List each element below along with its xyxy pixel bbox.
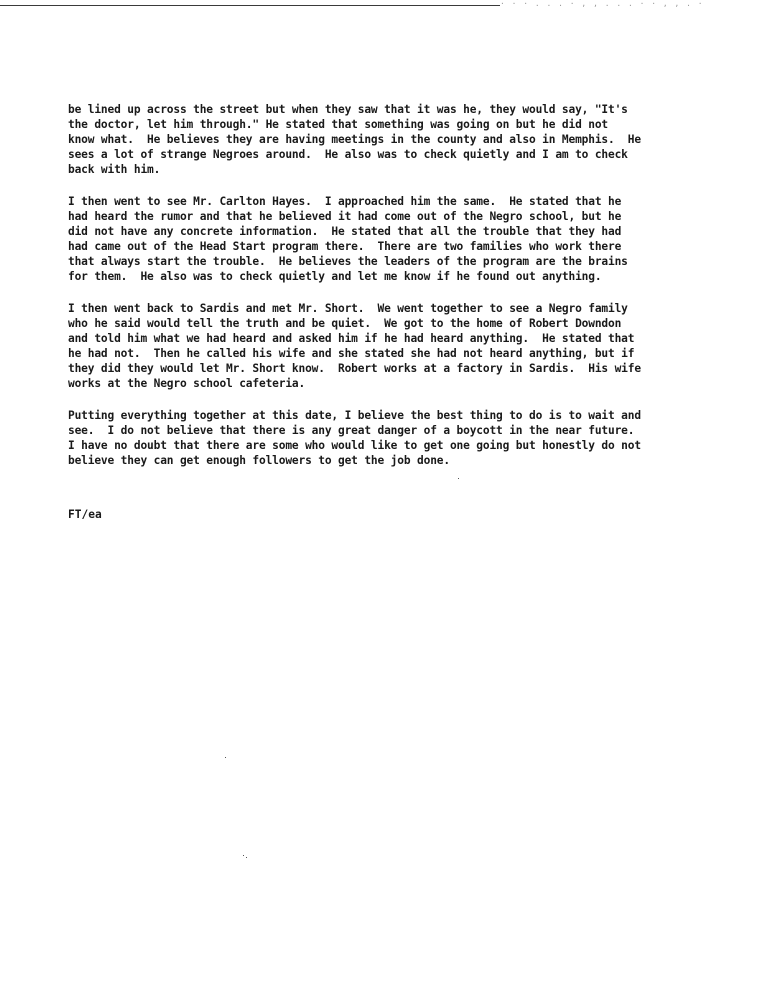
text-line: did not have any concrete information. He stated that all the trouble that they had — [68, 225, 622, 238]
scan-speck — [243, 855, 244, 856]
text-line: that always start the trouble. He believes the leaders of the program are the brains — [68, 255, 628, 268]
scan-speck — [458, 478, 459, 479]
top-rule — [0, 5, 500, 6]
text-line: I have no doubt that there are some who would like to get one going but honestly do not — [68, 439, 641, 452]
document-body — [68, 102, 728, 485]
text-line: see. I do not believe that there is any great danger of a boycott in the near future. — [68, 424, 635, 437]
text-line: back with him. — [68, 163, 161, 176]
text-line: they did they would let Mr. Short know. Robert works at a factory in Sardis. His wife — [68, 362, 641, 375]
scan-speck — [246, 857, 247, 858]
text-line: be lined up across the street but when they saw that it was he, they would say, "It's — [68, 103, 628, 116]
paragraph — [68, 194, 728, 284]
text-line: who he said would tell the truth and be quiet. We got to the home of Robert Downdon — [68, 317, 622, 330]
paragraph — [68, 102, 728, 177]
text-line: know what. He believes they are having meetings in the county and also in Memphis. He — [68, 133, 641, 146]
text-line: I then went to see Mr. Carlton Hayes. I approached him the same. He stated that he — [68, 195, 622, 208]
paragraph — [68, 408, 728, 468]
text-line: believe they can get enough followers to get the job done. — [68, 454, 450, 467]
text-line: had came out of the Head Start program there. There are two families who work there — [68, 240, 622, 253]
text-line: sees a lot of strange Negroes around. He also was to check quietly and I am to check — [68, 148, 628, 161]
typist-initials: FT/ea — [68, 508, 102, 521]
scan-artifact: · · · . . . · , , . . . · · , , . · — [500, 0, 704, 8]
scan-speck — [225, 757, 226, 758]
text-line: the doctor, let him through." He stated that something was going on but he did not — [68, 118, 609, 131]
text-line: works at the Negro school cafeteria. — [68, 377, 306, 390]
paragraph — [68, 301, 728, 391]
text-line: and told him what we had heard and asked him if he had heard anything. He stated that — [68, 332, 635, 345]
text-line: for them. He also was to check quietly and let me know if he found out anything. — [68, 270, 602, 283]
text-line: had heard the rumor and that he believed it had come out of the Negro school, but he — [68, 210, 622, 223]
text-line: he had not. Then he called his wife and she stated she had not heard anything, but if — [68, 347, 635, 360]
text-line: Putting everything together at this date, I believe the best thing to do is to wait and — [68, 409, 641, 422]
text-line: I then went back to Sardis and met Mr. Short. We went together to see a Negro family — [68, 302, 628, 315]
